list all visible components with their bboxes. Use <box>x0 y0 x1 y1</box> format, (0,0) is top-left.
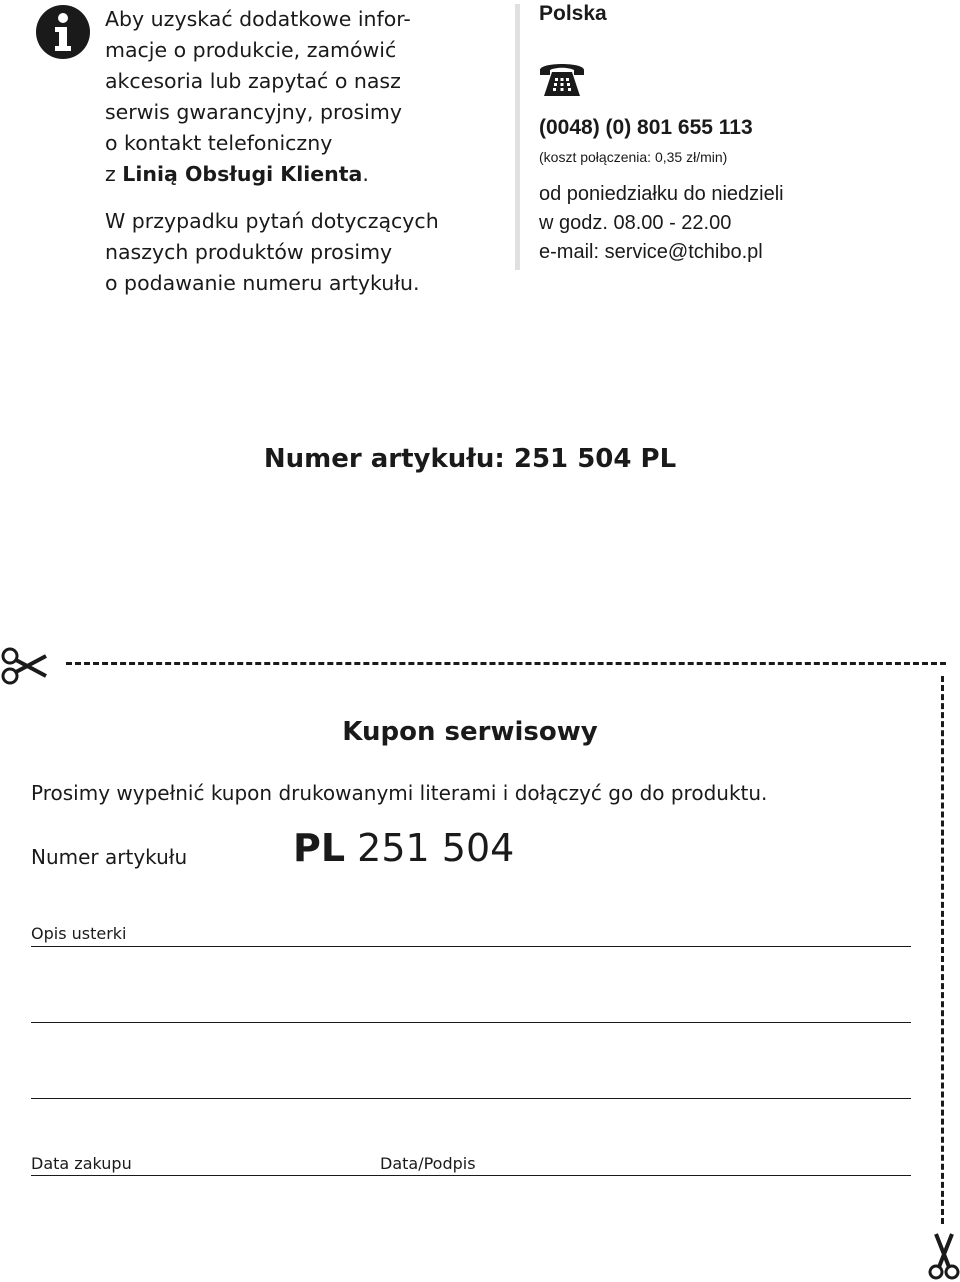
info-line: macje o produkcie, zamówić <box>105 38 397 62</box>
info-line: naszych produktów prosimy <box>105 240 393 264</box>
telephone-icon <box>538 58 586 100</box>
article-number-headline: Numer artykułu: 251 504 PL <box>263 444 677 474</box>
article-number-value <box>293 826 514 870</box>
cut-line-vertical <box>941 676 944 1224</box>
contact-block <box>539 114 919 267</box>
info-line: o kontakt telefoniczny <box>105 131 333 155</box>
info-line: Aby uzyskać dodatkowe infor- <box>105 7 411 31</box>
email-address: e-mail: service@tchibo.pl <box>539 241 763 263</box>
scissors-icon <box>0 646 48 686</box>
info-line: o podawanie numeru artykułu. <box>105 271 420 295</box>
date-signature-field[interactable] <box>31 1175 911 1176</box>
purchase-date-label: Data zakupu <box>31 1154 132 1173</box>
country-label: Polska <box>539 2 607 25</box>
info-icon <box>35 4 91 60</box>
article-number: 251 504 <box>357 826 515 870</box>
info-text-block <box>105 4 495 299</box>
scissors-icon <box>928 1232 960 1280</box>
article-number-label: Numer artykułu <box>31 845 188 869</box>
info-paragraph-1 <box>105 4 495 190</box>
info-line: W przypadku pytań dotyczących <box>105 209 439 233</box>
info-line: serwis gwarancyjny, prosimy <box>105 100 402 124</box>
info-paragraph-2 <box>105 206 495 299</box>
call-cost: (koszt połączenia: 0,35 zł/min) <box>539 149 728 165</box>
phone-number: (0048) (0) 801 655 113 <box>539 116 753 139</box>
hours-days: od poniedziałku do niedzieli <box>539 183 784 205</box>
coupon-title: Kupon serwisowy <box>342 717 598 747</box>
defect-description-label: Opis usterki <box>31 924 127 943</box>
coupon-instruction: Prosimy wypełnić kupon drukowanymi literami i dołączyć go do produktu. <box>31 781 768 805</box>
customer-service-line: Linią Obsługi Klienta <box>122 162 363 186</box>
vertical-divider <box>515 4 520 270</box>
info-line-prefix: z <box>105 162 123 186</box>
defect-description-field[interactable] <box>31 946 911 947</box>
service-hours <box>539 180 919 267</box>
hours-time: w godz. 08.00 - 22.00 <box>539 212 732 234</box>
article-prefix: PL <box>293 826 346 870</box>
info-line: akcesoria lub zapytać o nasz <box>105 69 401 93</box>
defect-description-field[interactable] <box>31 1098 911 1099</box>
signature-label: Data/Podpis <box>380 1154 476 1173</box>
defect-description-field[interactable] <box>31 1022 911 1023</box>
cut-line-horizontal <box>66 662 946 665</box>
info-line-end: . <box>362 162 369 186</box>
